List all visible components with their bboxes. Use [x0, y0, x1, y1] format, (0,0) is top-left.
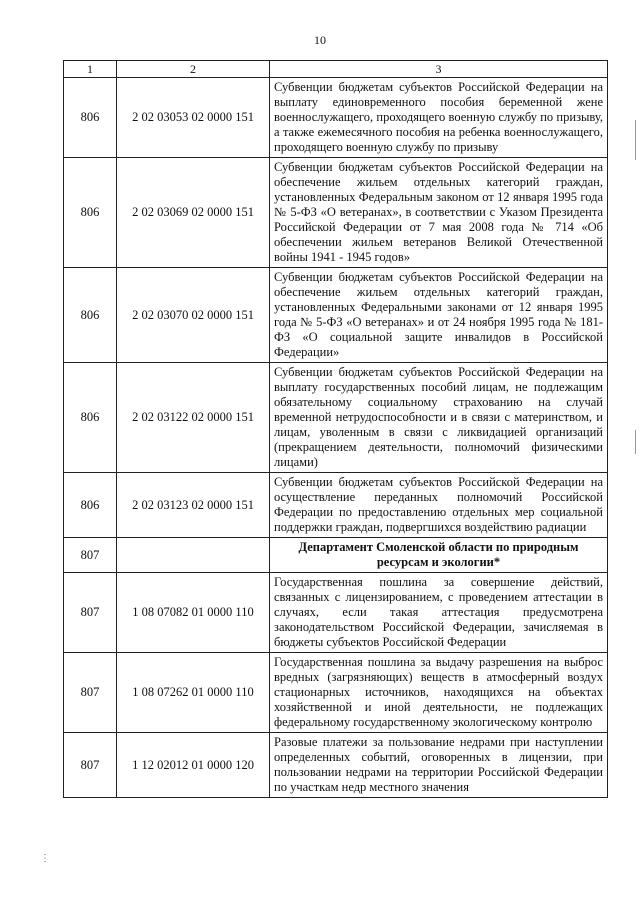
admin-code-cell: 806 [64, 78, 117, 158]
revenue-code-cell: 1 08 07262 01 0000 110 [117, 653, 270, 733]
revenue-code-cell: 2 02 03070 02 0000 151 [117, 268, 270, 363]
admin-code-cell: 806 [64, 158, 117, 268]
table-header-row [64, 61, 608, 78]
table-row [64, 363, 608, 473]
column-header-1: 1 [64, 61, 117, 78]
description-cell: Государственная пошлина за выдачу разрешения на выброс вредных (загрязняющих) веществ в атмосферный воздух стационарных источников, находящихся на объектах хозяйственной и иной деятельности, не подлежащих федеральному государственному экологическому контролю [270, 653, 608, 733]
revenue-code-cell: 2 02 03123 02 0000 151 [117, 473, 270, 538]
description-cell: Субвенции бюджетам субъектов Российской Федерации на выплату единовременного пособия беременной жене военнослужащего, проходящего военную службу по призыву, а также ежемесячного пособия на ребенка военнослужащего, проходящего военную службу по призыву [270, 78, 608, 158]
admin-code-cell: 807 [64, 733, 117, 798]
revenue-code-cell: 1 12 02012 01 0000 120 [117, 733, 270, 798]
table-row [64, 473, 608, 538]
description-cell: Разовые платежи за пользование недрами при наступлении определенных событий, оговоренных в лицензии, при пользовании недрами на территории Российской Федерации по участкам недр местного значения [270, 733, 608, 798]
revenue-code-cell: 2 02 03069 02 0000 151 [117, 158, 270, 268]
description-cell: Субвенции бюджетам субъектов Российской Федерации на выплату государственных пособий лицам, не подлежащим обязательному социальному страхованию на случай временной нетрудоспособности и в связи с материнством, и лицам, уволенным в связи с ликвидацией организаций (прекращением деятельности, полномочий физическими лицами) [270, 363, 608, 473]
table-row [64, 78, 608, 158]
admin-code-cell: 806 [64, 268, 117, 363]
table-section-header-row [64, 538, 608, 573]
scan-edge-mark [635, 120, 636, 160]
page-number: 10 [314, 33, 326, 47]
table-row [64, 733, 608, 798]
revenue-code-cell: 2 02 03122 02 0000 151 [117, 363, 270, 473]
description-cell: Субвенции бюджетам субъектов Российской Федерации на обеспечение жильем отдельных категорий граждан, установленных Федеральными законами от 12 января 1995 года № 5-ФЗ «О ветеранах» и от 24 ноября 1995 года № 181-ФЗ «О социальной защите инвалидов в Российской Федерации» [270, 268, 608, 363]
admin-code-cell: 806 [64, 473, 117, 538]
column-header-2: 2 [117, 61, 270, 78]
table-row [64, 158, 608, 268]
scan-edge-mark [635, 430, 636, 454]
admin-code-cell: 807 [64, 653, 117, 733]
admin-code-cell: 807 [64, 538, 117, 573]
table-row [64, 653, 608, 733]
description-cell: Субвенции бюджетам субъектов Российской Федерации на осуществление переданных полномочий Российской Федерации по предоставлению отдельных мер социальной поддержки граждан, подвергшихся воздействию радиации [270, 473, 608, 538]
description-cell: Субвенции бюджетам субъектов Российской Федерации на обеспечение жильем отдельных категорий граждан, установленных Федеральным законом от 12 января 1995 года № 5-ФЗ «О ветеранах», в соответствии с Указом Президента Российской Федерации от 7 мая 2008 года № 714 «Об обеспечении жильем ветеранов Великой Отечественной войны 1941 - 1945 годов» [270, 158, 608, 268]
column-header-3: 3 [270, 61, 608, 78]
admin-code-cell: 807 [64, 573, 117, 653]
table-row [64, 268, 608, 363]
scan-artifact: ⋮ [40, 853, 50, 864]
revenue-code-cell [117, 538, 270, 573]
revenue-codes-table [63, 60, 608, 798]
revenue-code-cell: 2 02 03053 02 0000 151 [117, 78, 270, 158]
description-cell: Государственная пошлина за совершение действий, связанных с лицензированием, с проведением аттестации в случаях, если такая аттестация предусмотрена законодательством Российской Федерации, зачисляемая в бюджеты субъектов Российской Федерации [270, 573, 608, 653]
revenue-code-cell: 1 08 07082 01 0000 110 [117, 573, 270, 653]
department-name-cell: Департамент Смоленской области по природным ресурсам и экологии* [270, 538, 608, 573]
admin-code-cell: 806 [64, 363, 117, 473]
table-row [64, 573, 608, 653]
